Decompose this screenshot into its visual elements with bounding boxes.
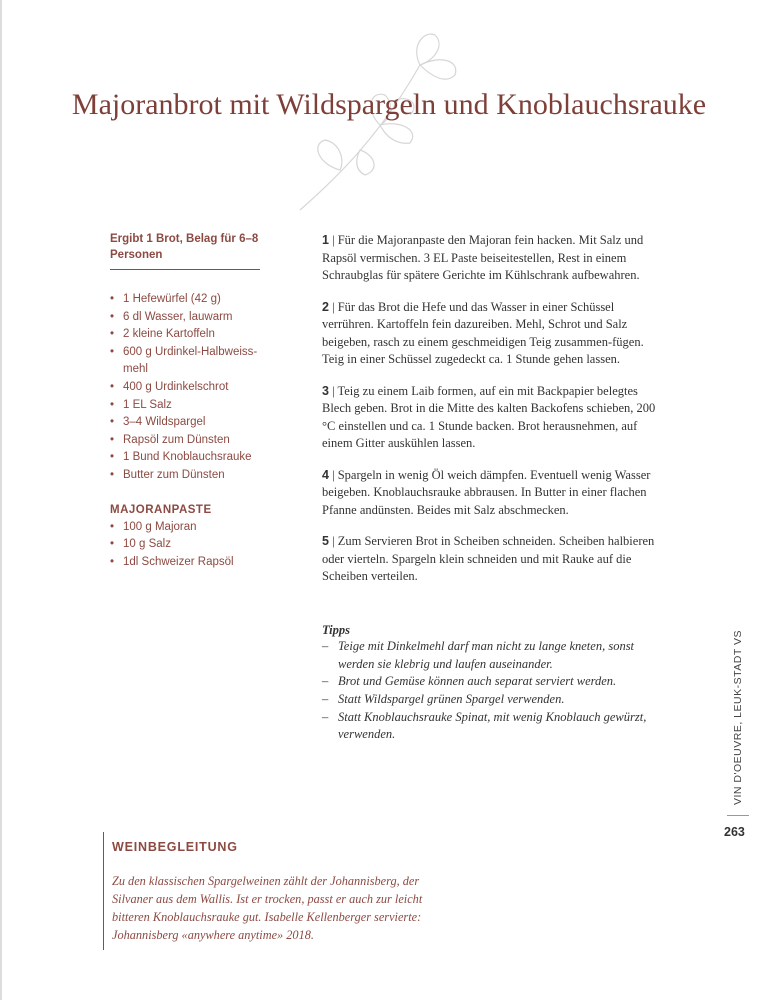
ingredients-column [110,231,270,571]
step-text: Für die Majoranpaste den Majoran fein hacken. Mit Salz und Rapsöl vermischen. 3 EL Paste beiseitestellen, Rest in einem Schraubglas für spätere Gerichte im Kühlschrank aufbewahren. [322,233,644,282]
wine-heading: WEINBEGLEITUNG [112,840,238,854]
ingredient: • 3–4 Wildspargel [110,414,270,432]
tips [322,622,667,744]
step [322,232,667,285]
ingredient: • 1dl Schweizer Rapsöl [110,554,270,572]
yield: Ergibt 1 Brot, Belag für 6–8 Personen [110,231,260,270]
tip: – Teige mit Dinkelmehl darf man nicht zu lange kneten, sonst werden sie klebrig und laufen auseinander. [322,638,667,673]
step-text: Teig zu einem Laib formen, auf ein mit Backpapier belegtes Blech geben. Brot in die Mitte des kalten Backofens schieben, 200 °C einstellen und ca. 1 Stunde backen. Brot herausnehmen, auf einem Gitter auskühlen lassen. [322,383,656,450]
right-column [322,232,667,744]
step [322,383,667,453]
tip: – Statt Knoblauchsrauke Spinat, mit wenig Knoblauch gewürzt, verwenden. [322,709,667,744]
paste-list [110,519,270,572]
step-text: Für das Brot die Hefe und das Wasser in einer Schüssel verrühren. Kartoffeln fein dazureiben. Mehl, Schrot und Salz beigeben, rasch zu einem geschmeidigen Teig zusammen-fügen. Teig in einer Schüssel zugedeckt ca. 1 Stunde gehen lassen. [322,299,644,366]
ingredient: • 10 g Salz [110,536,270,554]
ingredient: • 1 EL Salz [110,397,270,415]
wine-text: Zu den klassischen Spargelweinen zählt der Johannisberg, der Silvaner aus dem Wallis. Ist er trocken, passt er auch zur leicht bitteren Knoblauchsrauke gut. Isabelle Kellenberger servierte: Johannisberg «anywhere anytime» 2018. [112,874,423,942]
ingredient: • 1 Hefewürfel (42 g) [110,291,270,309]
step [322,533,667,586]
chapter-label: VIN D'OEUVRE, LEUK-STADT VS [732,630,744,805]
ingredient: • Rapsöl zum Dünsten [110,432,270,450]
page-number: 263 [724,825,745,839]
ingredient: • 600 g Urdinkel-Halbweiss-mehl [110,344,270,379]
step-number: 1 [322,233,329,247]
tips-heading: Tipps [322,622,351,637]
ingredient: • 100 g Majoran [110,519,270,537]
step-separator: | [328,534,338,548]
step-separator: | [328,233,338,247]
ingredient: • 400 g Urdinkelschrot [110,379,270,397]
recipe-title: Majoranbrot mit Wildspargeln und Knoblauchsrauke [71,88,707,121]
ingredient-list [110,291,270,485]
step-number: 5 [322,534,329,548]
wine-pairing [103,832,452,950]
ingredient: • Butter zum Dünsten [110,467,270,485]
step [322,299,667,369]
ingredient: • 2 kleine Kartoffeln [110,326,270,344]
step-separator: | [328,467,338,482]
step-separator: | [328,299,338,314]
tips-list [322,638,667,744]
step-text: Zum Servieren Brot in Scheiben schneiden. Scheiben halbieren oder vierteln. Spargeln klein schneiden und mit Rauke auf die Scheiben verteilen. [322,534,655,583]
step-number: 3 [322,383,329,398]
divider [727,815,749,816]
tip: – Statt Wildspargel grünen Spargel verwenden. [322,691,667,709]
instructions [322,232,667,586]
ingredient: • 1 Bund Knoblauchsrauke [110,449,270,467]
step-separator: | [328,383,338,398]
paste-heading: MAJORANPASTE [110,503,212,516]
step-number: 4 [322,467,329,482]
step [322,467,667,520]
page-edge [0,0,2,1000]
step-text: Spargeln in wenig Öl weich dämpfen. Eventuell wenig Wasser beigeben. Knoblauchsrauke abbrausen. In Butter in einer flachen Pfanne andünsten. Beides mit Salz abschmecken. [322,467,651,517]
ingredient: • 6 dl Wasser, lauwarm [110,309,270,327]
step-number: 2 [322,299,329,314]
tip: – Brot und Gemüse können auch separat serviert werden. [322,673,667,691]
